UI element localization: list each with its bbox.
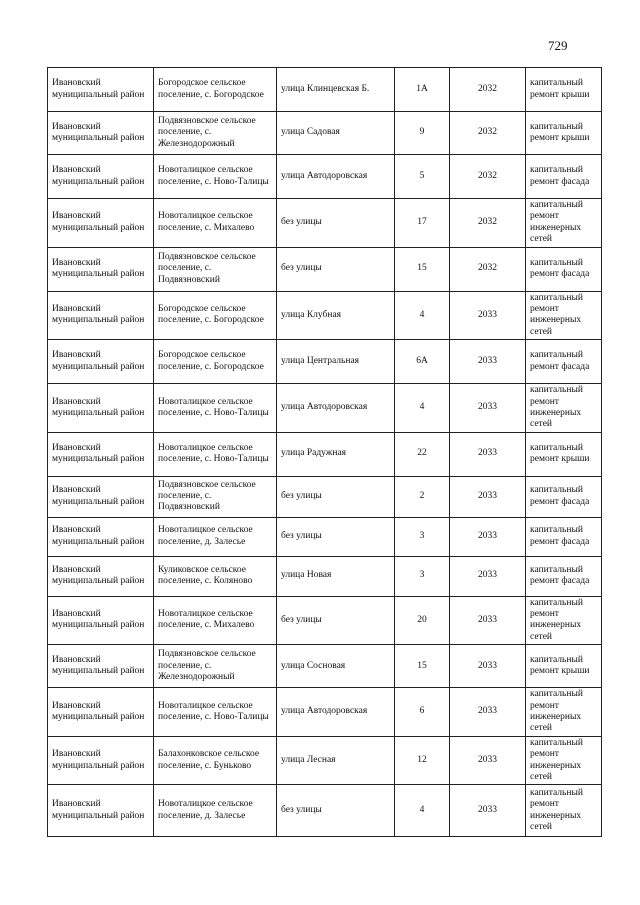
district-cell: Ивановский муниципальный район <box>48 340 154 384</box>
work-type-cell: капитальный ремонт фасада <box>526 247 602 291</box>
house-number-cell: 4 <box>395 384 450 433</box>
street-cell: улица Радужная <box>277 432 395 476</box>
work-type-cell: капитальный ремонт крыши <box>526 112 602 155</box>
district-cell: Ивановский муниципальный район <box>48 785 154 837</box>
work-type-cell: капитальный ремонт инженерных сетей <box>526 199 602 248</box>
house-number-cell: 1А <box>395 68 450 112</box>
year-cell: 2033 <box>450 476 526 517</box>
street-cell: улица Клинцевская Б. <box>277 68 395 112</box>
table-row <box>48 556 602 596</box>
district-cell: Ивановский муниципальный район <box>48 155 154 199</box>
district-cell: Ивановский муниципальный район <box>48 112 154 155</box>
table-row <box>48 517 602 556</box>
settlement-cell: Богородское сельское поселение, с. Богородское <box>154 68 277 112</box>
house-number-cell: 4 <box>395 785 450 837</box>
work-type-cell: капитальный ремонт инженерных сетей <box>526 596 602 645</box>
work-type-cell: капитальный ремонт крыши <box>526 432 602 476</box>
street-cell: улица Автодоровская <box>277 155 395 199</box>
settlement-cell: Богородское сельское поселение, с. Богородское <box>154 291 277 340</box>
district-cell: Ивановский муниципальный район <box>48 736 154 785</box>
settlement-cell: Новоталицкое сельское поселение, с. Ново-Талицы <box>154 688 277 737</box>
table-row <box>48 340 602 384</box>
street-cell: улица Клубная <box>277 291 395 340</box>
table-row <box>48 155 602 199</box>
year-cell: 2033 <box>450 340 526 384</box>
work-type-cell: капитальный ремонт фасада <box>526 517 602 556</box>
table-row <box>48 596 602 645</box>
settlement-cell: Новоталицкое сельское поселение, д. Залесье <box>154 785 277 837</box>
house-number-cell: 17 <box>395 199 450 248</box>
house-number-cell: 4 <box>395 291 450 340</box>
settlement-cell: Новоталицкое сельское поселение, с. Михалево <box>154 199 277 248</box>
street-cell: без улицы <box>277 247 395 291</box>
year-cell: 2032 <box>450 247 526 291</box>
year-cell: 2033 <box>450 291 526 340</box>
table-row <box>48 291 602 340</box>
district-cell: Ивановский муниципальный район <box>48 432 154 476</box>
year-cell: 2032 <box>450 112 526 155</box>
district-cell: Ивановский муниципальный район <box>48 291 154 340</box>
settlement-cell: Богородское сельское поселение, с. Богородское <box>154 340 277 384</box>
work-type-cell: капитальный ремонт инженерных сетей <box>526 785 602 837</box>
work-type-cell: капитальный ремонт фасада <box>526 340 602 384</box>
year-cell: 2033 <box>450 556 526 596</box>
street-cell: улица Автодоровская <box>277 688 395 737</box>
settlement-cell: Подвязновское сельское поселение, с. Железнодорожный <box>154 112 277 155</box>
district-cell: Ивановский муниципальный район <box>48 199 154 248</box>
house-number-cell: 22 <box>395 432 450 476</box>
house-number-cell: 15 <box>395 247 450 291</box>
house-number-cell: 3 <box>395 556 450 596</box>
house-number-cell: 15 <box>395 645 450 688</box>
house-number-cell: 3 <box>395 517 450 556</box>
street-cell: без улицы <box>277 517 395 556</box>
work-type-cell: капитальный ремонт крыши <box>526 68 602 112</box>
district-cell: Ивановский муниципальный район <box>48 476 154 517</box>
table-row <box>48 384 602 433</box>
table-row <box>48 785 602 837</box>
settlement-cell: Подвязновское сельское поселение, с. Подвязновский <box>154 476 277 517</box>
work-type-cell: капитальный ремонт инженерных сетей <box>526 736 602 785</box>
district-cell: Ивановский муниципальный район <box>48 68 154 112</box>
year-cell: 2033 <box>450 596 526 645</box>
house-number-cell: 6 <box>395 688 450 737</box>
settlement-cell: Новоталицкое сельское поселение, д. Залесье <box>154 517 277 556</box>
year-cell: 2033 <box>450 645 526 688</box>
table-row <box>48 476 602 517</box>
street-cell: улица Центральная <box>277 340 395 384</box>
district-cell: Ивановский муниципальный район <box>48 645 154 688</box>
table-row <box>48 68 602 112</box>
work-type-cell: капитальный ремонт фасада <box>526 556 602 596</box>
buildings-table <box>47 67 602 837</box>
table-row <box>48 199 602 248</box>
year-cell: 2033 <box>450 688 526 737</box>
settlement-cell: Подвязновское сельское поселение, с. Подвязновский <box>154 247 277 291</box>
street-cell: без улицы <box>277 785 395 837</box>
table-row <box>48 736 602 785</box>
work-type-cell: капитальный ремонт крыши <box>526 645 602 688</box>
work-type-cell: капитальный ремонт фасада <box>526 476 602 517</box>
year-cell: 2033 <box>450 384 526 433</box>
work-type-cell: капитальный ремонт инженерных сетей <box>526 688 602 737</box>
street-cell: улица Сосновая <box>277 645 395 688</box>
work-type-cell: капитальный ремонт инженерных сетей <box>526 384 602 433</box>
table-row <box>48 645 602 688</box>
settlement-cell: Новоталицкое сельское поселение, с. Ново-Талицы <box>154 384 277 433</box>
district-cell: Ивановский муниципальный район <box>48 556 154 596</box>
street-cell: улица Лесная <box>277 736 395 785</box>
district-cell: Ивановский муниципальный район <box>48 596 154 645</box>
table-row <box>48 688 602 737</box>
house-number-cell: 2 <box>395 476 450 517</box>
table-body <box>48 68 602 837</box>
house-number-cell: 20 <box>395 596 450 645</box>
work-type-cell: капитальный ремонт инженерных сетей <box>526 291 602 340</box>
table-row <box>48 112 602 155</box>
street-cell: улица Садовая <box>277 112 395 155</box>
settlement-cell: Новоталицкое сельское поселение, с. Ново-Талицы <box>154 432 277 476</box>
house-number-cell: 12 <box>395 736 450 785</box>
settlement-cell: Куликовское сельское поселение, с. Коляново <box>154 556 277 596</box>
house-number-cell: 9 <box>395 112 450 155</box>
year-cell: 2033 <box>450 736 526 785</box>
district-cell: Ивановский муниципальный район <box>48 517 154 556</box>
street-cell: улица Новая <box>277 556 395 596</box>
year-cell: 2033 <box>450 517 526 556</box>
table-row <box>48 247 602 291</box>
year-cell: 2033 <box>450 432 526 476</box>
street-cell: без улицы <box>277 199 395 248</box>
district-cell: Ивановский муниципальный район <box>48 384 154 433</box>
street-cell: улица Автодоровская <box>277 384 395 433</box>
year-cell: 2032 <box>450 68 526 112</box>
table-row <box>48 432 602 476</box>
district-cell: Ивановский муниципальный район <box>48 247 154 291</box>
year-cell: 2033 <box>450 785 526 837</box>
settlement-cell: Новоталицкое сельское поселение, с. Михалево <box>154 596 277 645</box>
street-cell: без улицы <box>277 596 395 645</box>
house-number-cell: 5 <box>395 155 450 199</box>
street-cell: без улицы <box>277 476 395 517</box>
work-type-cell: капитальный ремонт фасада <box>526 155 602 199</box>
year-cell: 2032 <box>450 155 526 199</box>
house-number-cell: 6А <box>395 340 450 384</box>
year-cell: 2032 <box>450 199 526 248</box>
settlement-cell: Балахонковское сельское поселение, с. Буньково <box>154 736 277 785</box>
settlement-cell: Подвязновское сельское поселение, с. Железнодорожный <box>154 645 277 688</box>
page-number: 729 <box>548 38 568 53</box>
settlement-cell: Новоталицкое сельское поселение, с. Ново-Талицы <box>154 155 277 199</box>
district-cell: Ивановский муниципальный район <box>48 688 154 737</box>
